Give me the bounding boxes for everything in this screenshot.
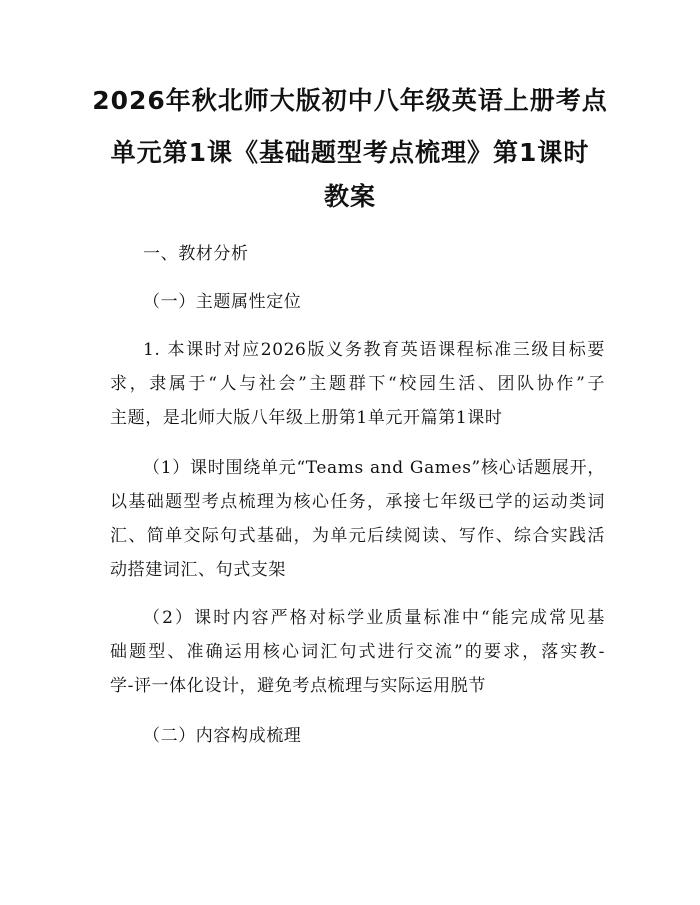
paragraph-2-line-1: （1）课时围绕单元“Teams and Games”核心话题展开， xyxy=(143,458,605,478)
paragraph-2-line-4: 动搭建词汇、句式支架 xyxy=(110,560,286,580)
paragraph-1-line-1: 1. 本课时对应2026版义务教育英语课程标准三级目标要 xyxy=(143,340,605,360)
paragraph-2-line-3: 汇、简单交际句式基础，为单元后续阅读、写作、综合实践活 xyxy=(110,526,605,546)
document-title-line-3: 教案 xyxy=(323,182,376,211)
paragraph-2-line-2: 以基础题型考点梳理为核心任务，承接七年级已学的运动类词 xyxy=(110,492,605,512)
paragraph-1-line-2: 求，隶属于“人与社会”主题群下“校园生活、团队协作”子 xyxy=(110,374,605,394)
paragraph-3-line-3: 学-评一体化设计，避免考点梳理与实际运用脱节 xyxy=(110,676,486,696)
document-title-line-2: 单元第1课《基础题型考点梳理》第1课时 xyxy=(110,138,590,167)
subsection-heading-1: （一）主题属性定位 xyxy=(143,292,302,312)
paragraph-1-line-3: 主题，是北师大版八年级上册第1单元开篇第1课时 xyxy=(110,408,503,428)
document-title-line-1: 2026年秋北师大版初中八年级英语上册考点 xyxy=(92,86,608,115)
section-heading-1: 一、教材分析 xyxy=(143,244,249,264)
paragraph-3-line-2: 础题型、准确运用核心词汇句式进行交流”的要求，落实教- xyxy=(110,642,605,662)
paragraph-3-line-1: （2）课时内容严格对标学业质量标准中“能完成常见基 xyxy=(143,608,605,628)
subsection-heading-2: （二）内容构成梳理 xyxy=(143,726,302,746)
